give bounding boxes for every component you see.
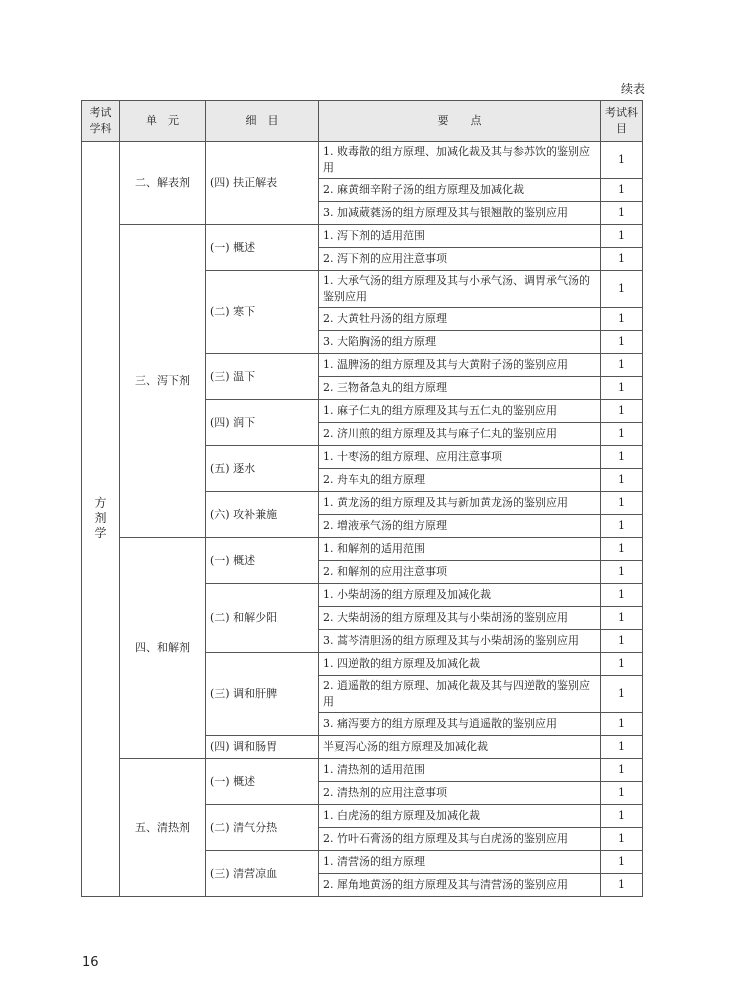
exam-subject-cell: 1 <box>601 676 643 713</box>
point-cell: 1. 小柴胡汤的组方原理及加减化裁 <box>319 584 601 607</box>
exam-subject-cell: 1 <box>601 492 643 515</box>
point-cell: 2. 清热剂的应用注意事项 <box>319 782 601 805</box>
point-cell: 2. 大黄牡丹汤的组方原理 <box>319 308 601 331</box>
exam-subject-cell: 1 <box>601 736 643 759</box>
exam-subject-cell: 1 <box>601 630 643 653</box>
exam-subject-cell: 1 <box>601 446 643 469</box>
point-cell: 3. 痛泻要方的组方原理及其与逍遥散的鉴别应用 <box>319 713 601 736</box>
point-cell: 1. 败毒散的组方原理、加减化裁及其与参苏饮的鉴别应用 <box>319 142 601 179</box>
detail-cell: (四) 扶正解表 <box>206 142 319 225</box>
detail-cell: (二) 和解少阳 <box>206 584 319 653</box>
point-cell: 1. 大承气汤的组方原理及其与小承气汤、调胃承气汤的鉴别应用 <box>319 271 601 308</box>
subject-label: 方剂学 <box>94 496 107 540</box>
exam-subject-cell: 1 <box>601 179 643 202</box>
point-cell: 2. 增液承气汤的组方原理 <box>319 515 601 538</box>
detail-cell: (一) 概述 <box>206 759 319 805</box>
table-row <box>82 759 643 782</box>
exam-subject-cell: 1 <box>601 874 643 897</box>
point-cell: 1. 黄龙汤的组方原理及其与新加黄龙汤的鉴别应用 <box>319 492 601 515</box>
syllabus-table <box>81 100 643 897</box>
point-cell: 2. 泻下剂的应用注意事项 <box>319 248 601 271</box>
exam-subject-cell: 1 <box>601 828 643 851</box>
exam-subject-cell: 1 <box>601 805 643 828</box>
point-cell: 2. 舟车丸的组方原理 <box>319 469 601 492</box>
exam-subject-cell: 1 <box>601 851 643 874</box>
detail-cell: (四) 润下 <box>206 400 319 446</box>
point-cell: 1. 温脾汤的组方原理及其与大黄附子汤的鉴别应用 <box>319 354 601 377</box>
table-row <box>82 142 643 179</box>
point-cell: 1. 清热剂的适用范围 <box>319 759 601 782</box>
unit-cell: 四、和解剂 <box>120 538 206 759</box>
point-cell: 半夏泻心汤的组方原理及加减化裁 <box>319 736 601 759</box>
exam-subject-cell: 1 <box>601 377 643 400</box>
point-cell: 1. 十枣汤的组方原理、应用注意事项 <box>319 446 601 469</box>
point-cell: 1. 清营汤的组方原理 <box>319 851 601 874</box>
detail-cell: (四) 调和肠胃 <box>206 736 319 759</box>
exam-subject-cell: 1 <box>601 515 643 538</box>
detail-cell: (六) 攻补兼施 <box>206 492 319 538</box>
detail-cell: (五) 逐水 <box>206 446 319 492</box>
header-subject: 考试学科 <box>82 101 120 142</box>
exam-subject-cell: 1 <box>601 584 643 607</box>
unit-cell: 三、泻下剂 <box>120 225 206 538</box>
unit-cell: 二、解表剂 <box>120 142 206 225</box>
point-cell: 2. 和解剂的应用注意事项 <box>319 561 601 584</box>
header-unit: 单 元 <box>120 101 206 142</box>
table-row <box>82 225 643 248</box>
point-cell: 2. 三物备急丸的组方原理 <box>319 377 601 400</box>
exam-subject-cell: 1 <box>601 354 643 377</box>
exam-subject-cell: 1 <box>601 538 643 561</box>
point-cell: 2. 麻黄细辛附子汤的组方原理及加减化裁 <box>319 179 601 202</box>
exam-subject-cell: 1 <box>601 782 643 805</box>
header-exam-subject: 考试科目 <box>601 101 643 142</box>
point-cell: 3. 加减葳蕤汤的组方原理及其与银翘散的鉴别应用 <box>319 202 601 225</box>
exam-subject-cell: 1 <box>601 561 643 584</box>
exam-subject-cell: 1 <box>601 713 643 736</box>
point-cell: 3. 大陷胸汤的组方原理 <box>319 331 601 354</box>
detail-cell: (三) 清营凉血 <box>206 851 319 897</box>
exam-subject-cell: 1 <box>601 759 643 782</box>
point-cell: 1. 四逆散的组方原理及加减化裁 <box>319 653 601 676</box>
exam-subject-cell: 1 <box>601 271 643 308</box>
detail-cell: (二) 清气分热 <box>206 805 319 851</box>
exam-subject-cell: 1 <box>601 607 643 630</box>
header-detail: 细 目 <box>206 101 319 142</box>
detail-cell: (三) 调和肝脾 <box>206 653 319 736</box>
point-cell: 1. 和解剂的适用范围 <box>319 538 601 561</box>
point-cell: 1. 泻下剂的适用范围 <box>319 225 601 248</box>
detail-cell: (二) 寒下 <box>206 271 319 354</box>
exam-subject-cell: 1 <box>601 142 643 179</box>
table-row <box>82 538 643 561</box>
point-cell: 1. 白虎汤的组方原理及加减化裁 <box>319 805 601 828</box>
detail-cell: (一) 概述 <box>206 538 319 584</box>
point-cell: 2. 济川煎的组方原理及其与麻子仁丸的鉴别应用 <box>319 423 601 446</box>
table-body <box>82 142 643 897</box>
point-cell: 2. 大柴胡汤的组方原理及其与小柴胡汤的鉴别应用 <box>319 607 601 630</box>
subject-cell <box>82 142 120 897</box>
exam-subject-cell: 1 <box>601 469 643 492</box>
exam-subject-cell: 1 <box>601 225 643 248</box>
header-points: 要 点 <box>319 101 601 142</box>
detail-cell: (三) 温下 <box>206 354 319 400</box>
point-cell: 2. 竹叶石膏汤的组方原理及其与白虎汤的鉴别应用 <box>319 828 601 851</box>
exam-subject-cell: 1 <box>601 653 643 676</box>
point-cell: 2. 逍遥散的组方原理、加减化裁及其与四逆散的鉴别应用 <box>319 676 601 713</box>
exam-subject-cell: 1 <box>601 331 643 354</box>
exam-subject-cell: 1 <box>601 202 643 225</box>
exam-subject-cell: 1 <box>601 423 643 446</box>
continuation-label: 续表 <box>620 82 645 96</box>
exam-subject-cell: 1 <box>601 400 643 423</box>
point-cell: 3. 蒿芩清胆汤的组方原理及其与小柴胡汤的鉴别应用 <box>319 630 601 653</box>
table-header-row <box>82 101 643 142</box>
exam-subject-cell: 1 <box>601 308 643 331</box>
point-cell: 2. 犀角地黄汤的组方原理及其与清营汤的鉴别应用 <box>319 874 601 897</box>
page-number: 16 <box>82 955 99 970</box>
unit-cell: 五、清热剂 <box>120 759 206 897</box>
point-cell: 1. 麻子仁丸的组方原理及其与五仁丸的鉴别应用 <box>319 400 601 423</box>
detail-cell: (一) 概述 <box>206 225 319 271</box>
exam-subject-cell: 1 <box>601 248 643 271</box>
